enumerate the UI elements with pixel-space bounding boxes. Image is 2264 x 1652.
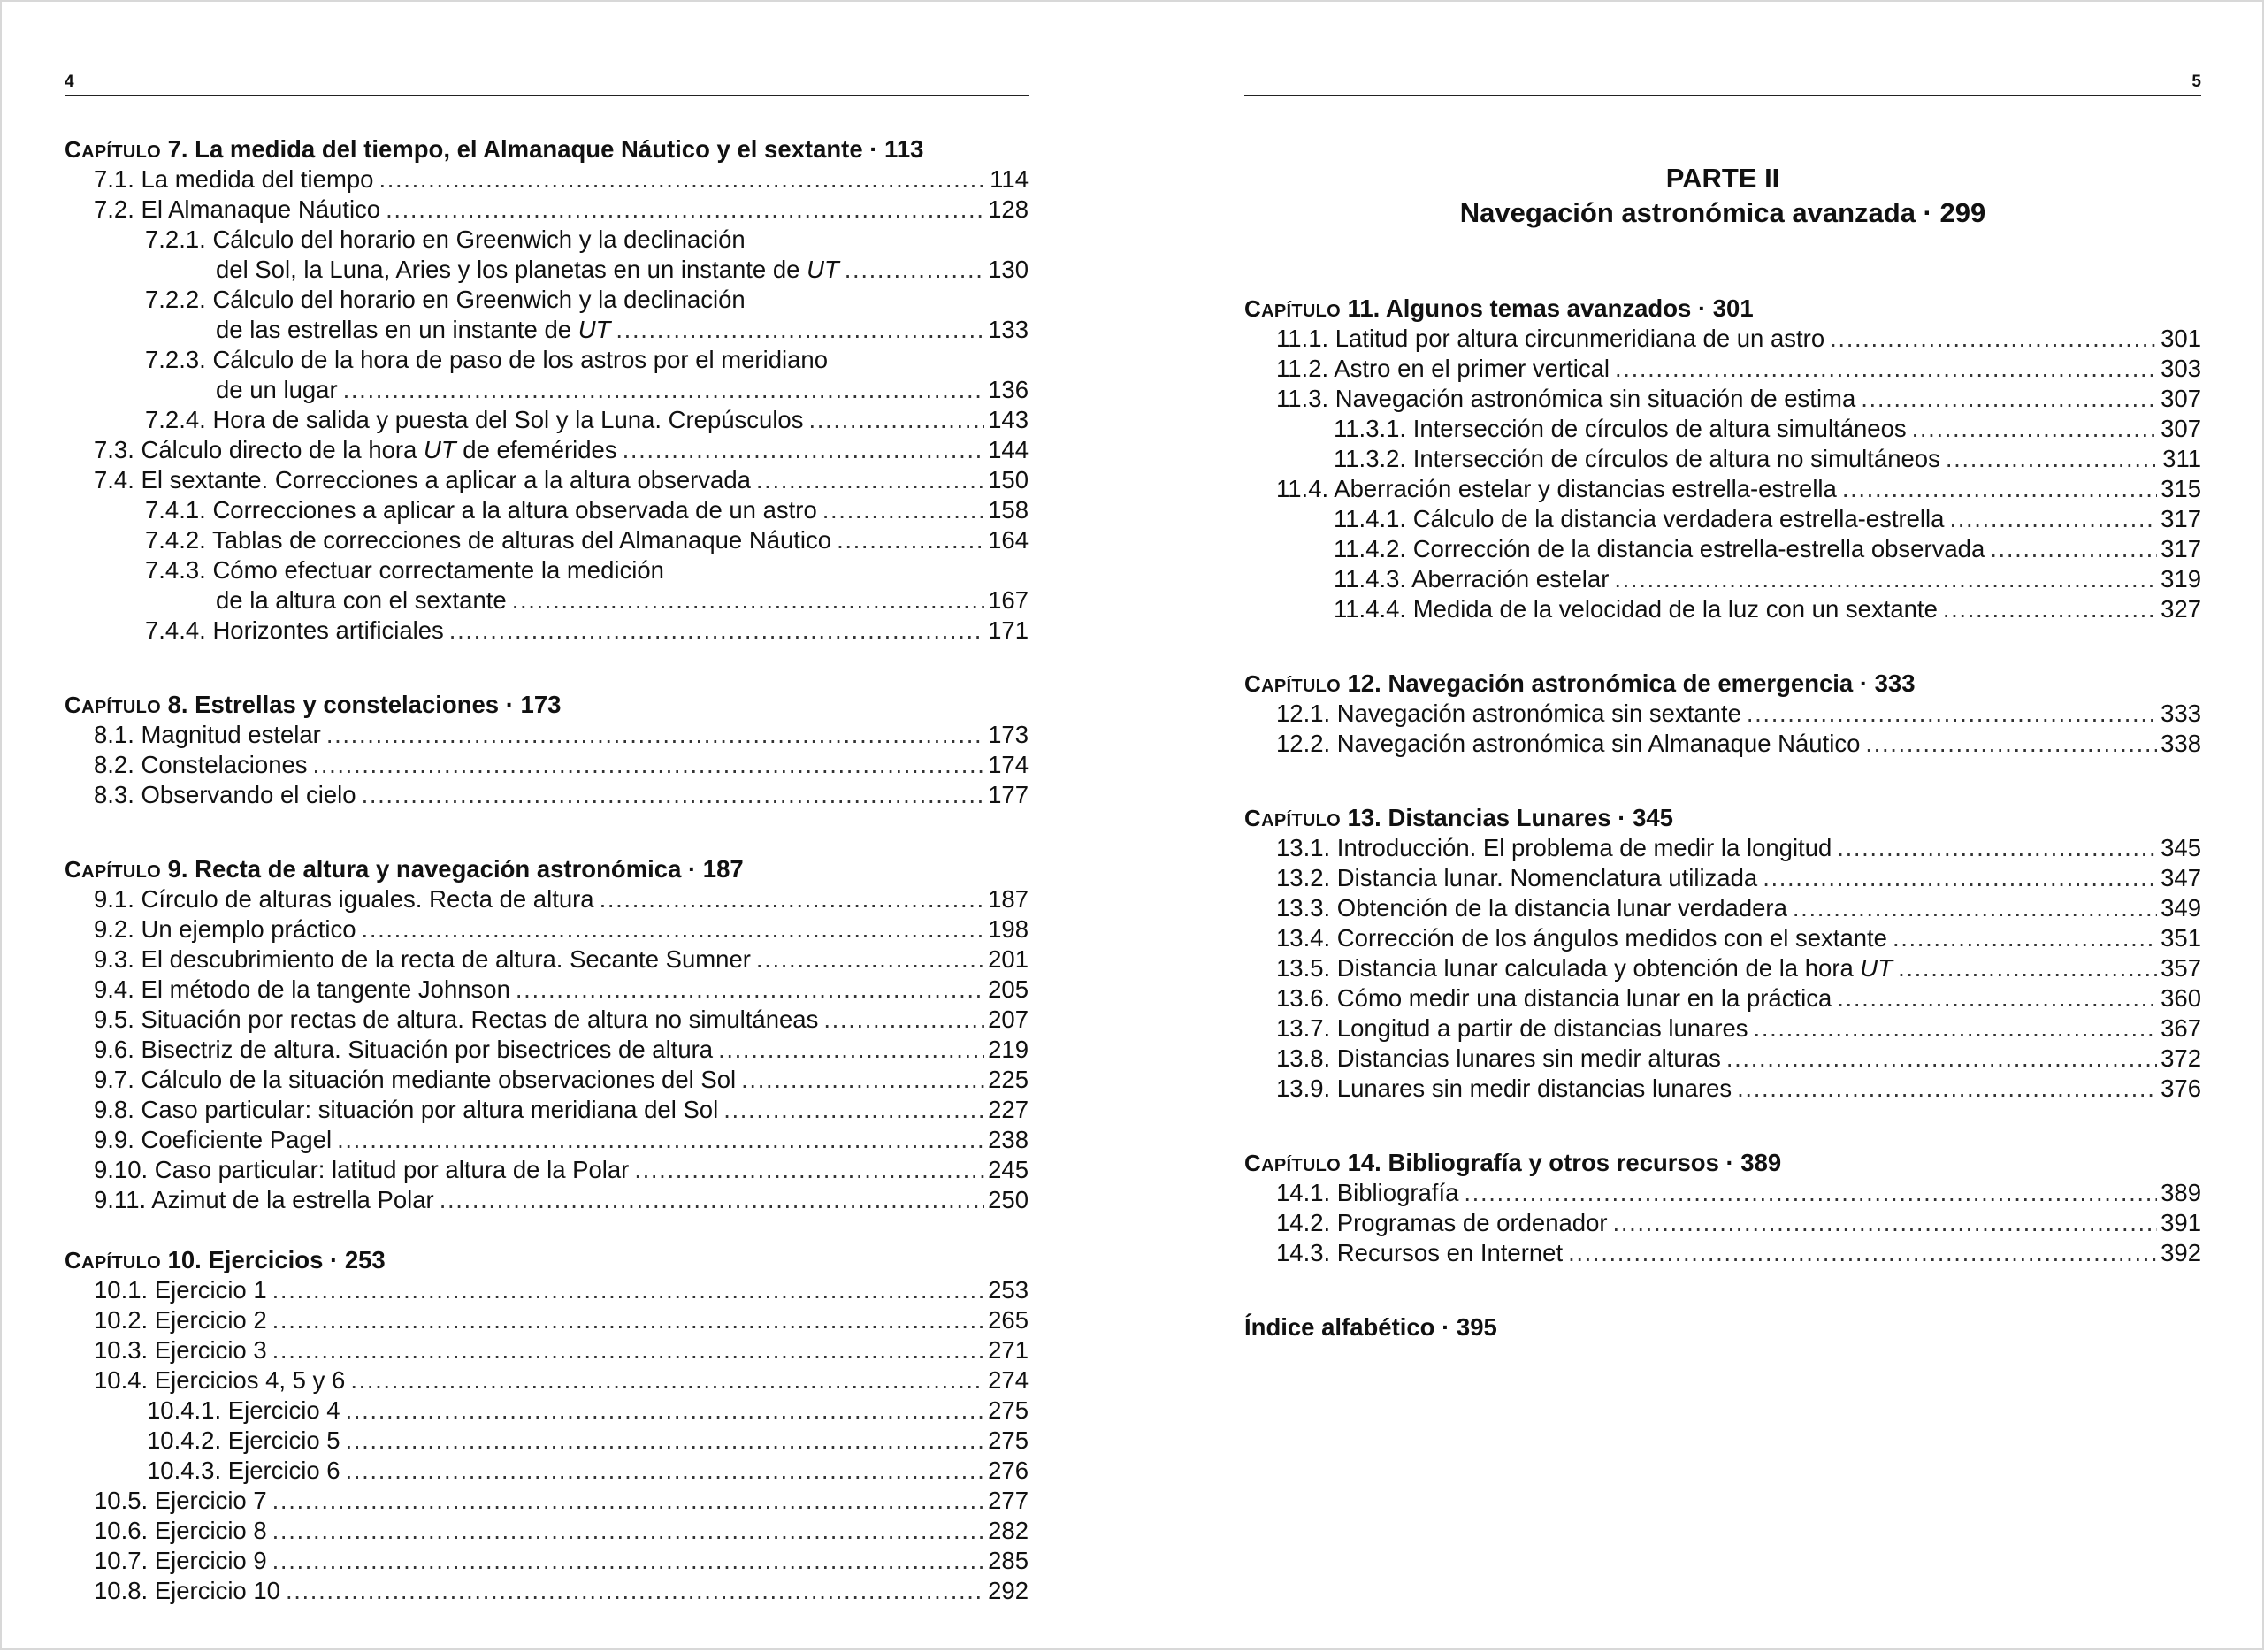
toc-entry: 11.1. Latitud por altura circunmeridiana de un astro . . . 301 [1244, 324, 2201, 354]
toc-entry: 9.10. Caso particular: latitud por altura de la Polar . . . 245 [65, 1155, 1029, 1185]
toc-entry: 12.2. Navegación astronómica sin Almanaque Náutico . . . 338 [1244, 729, 2201, 759]
right-page [1244, 2, 2201, 1652]
header-rule [1244, 95, 2201, 96]
toc-entry: 10.4.2. Ejercicio 5 . . . 275 [65, 1426, 1029, 1456]
toc-entry: 11.4. Aberración estelar y distancias estrella-estrella . . . 315 [1244, 474, 2201, 504]
toc-entry: 11.3.1. Intersección de círculos de altura simultáneos . . . 307 [1244, 414, 2201, 444]
toc-entry: 10.3. Ejercicio 3 . . . 271 [65, 1335, 1029, 1365]
toc-entry: 13.7. Longitud a partir de distancias lunares . . . 367 [1244, 1013, 2201, 1044]
chapter-heading: CAPÍTULO 8. Estrellas y constelaciones · 173 [65, 691, 562, 718]
toc-entry: 8.2. Constelaciones . . . 174 [65, 750, 1029, 780]
toc-entry-line1: 7.2.1. Cálculo del horario en Greenwich y la declinación [145, 226, 746, 253]
toc-entry-line2: de un lugar . . . 136 [65, 375, 1029, 405]
left-page [65, 2, 1029, 1652]
toc-entry: 7.4. El sextante. Correcciones a aplicar a la altura observada . . . 150 [65, 465, 1029, 495]
part-label: PARTE II [1665, 163, 1780, 194]
chapter-heading [65, 134, 1029, 164]
toc-entry: 9.5. Situación por rectas de altura. Rectas de altura no simultáneas . . . 207 [65, 1005, 1029, 1035]
toc-entry: 7.4.2. Tablas de correcciones de alturas del Almanaque Náutico . . . 164 [65, 525, 1029, 555]
toc-entry: 7.2.4. Hora de salida y puesta del Sol y la Luna. Crepúsculos . . . 143 [65, 405, 1029, 435]
toc-entry: 14.1. Bibliografía . . . 389 [1244, 1178, 2201, 1208]
part-title: Navegación astronómica avanzada · 299 [1459, 197, 1986, 228]
chapter-heading: CAPÍTULO 11. Algunos temas avanzados · 301 [1244, 294, 1754, 322]
toc-entry: 13.4. Corrección de los ángulos medidos con el sextante . . . 351 [1244, 923, 2201, 953]
toc-entry: 10.6. Ejercicio 8 . . . 282 [65, 1516, 1029, 1546]
toc-entry-line1: 7.2.2. Cálculo del horario en Greenwich y la declinación [145, 286, 746, 313]
toc-entry: 7.4.4. Horizontes artificiales . . . 171 [65, 616, 1029, 646]
toc-entry: 7.2. El Almanaque Náutico . . . 128 [65, 195, 1029, 225]
toc-entry: 13.6. Cómo medir una distancia lunar en la práctica . . . 360 [1244, 983, 2201, 1013]
toc-entry: 9.3. El descubrimiento de la recta de altura. Secante Sumner . . . 201 [65, 945, 1029, 975]
toc-entry: 9.2. Un ejemplo práctico . . . 198 [65, 914, 1029, 945]
toc-entry: 9.6. Bisectriz de altura. Situación por bisectrices de altura . . . 219 [65, 1035, 1029, 1065]
toc-entry: 11.4.3. Aberración estelar . . . 319 [1244, 564, 2201, 594]
toc-entry: 9.4. El método de la tangente Johnson . . . 205 [65, 975, 1029, 1005]
toc-entry: 14.2. Programas de ordenador . . . 391 [1244, 1208, 2201, 1238]
toc-entry: 10.4. Ejercicios 4, 5 y 6 . . . 274 [65, 1365, 1029, 1396]
toc-entry: 10.4.3. Ejercicio 6 . . . 276 [65, 1456, 1029, 1486]
toc-entry: 9.1. Círculo de alturas iguales. Recta de altura . . . 187 [65, 884, 1029, 914]
toc-entry: 8.3. Observando el cielo . . . 177 [65, 780, 1029, 810]
toc-entry-line2: de las estrellas en un instante de UT . . . 133 [65, 315, 1029, 345]
toc-entry: 13.8. Distancias lunares sin medir alturas . . . 372 [1244, 1044, 2201, 1074]
toc-entry: 13.1. Introducción. El problema de medir la longitud . . . 345 [1244, 833, 2201, 863]
toc-entry: 7.3. Cálculo directo de la hora UT de efemérides . . . 144 [65, 435, 1029, 465]
toc-entry: 14.3. Recursos en Internet . . . 392 [1244, 1238, 2201, 1268]
toc-entry: 10.4.1. Ejercicio 4 . . . 275 [65, 1396, 1029, 1426]
toc-entry: 10.7. Ejercicio 9 . . . 285 [65, 1546, 1029, 1576]
toc-entry: 8.1. Magnitud estelar . . . 173 [65, 720, 1029, 750]
toc-entry: 7.4.1. Correcciones a aplicar a la altura observada de un astro . . . 158 [65, 495, 1029, 525]
toc-entry: 7.1. La medida del tiempo . . . 114 [65, 164, 1029, 195]
toc-entry: 13.3. Obtención de la distancia lunar verdadera . . . 349 [1244, 893, 2201, 923]
toc-entry: 9.8. Caso particular: situación por altura meridiana del Sol . . . 227 [65, 1095, 1029, 1125]
toc-entry: 11.4.1. Cálculo de la distancia verdadera estrella-estrella . . . 317 [1244, 504, 2201, 534]
page-number: 4 [65, 73, 74, 91]
toc-entry: 11.4.4. Medida de la velocidad de la luz con un sextante . . . 327 [1244, 594, 2201, 624]
toc-entry: 10.5. Ejercicio 7 . . . 277 [65, 1486, 1029, 1516]
chapter-heading: CAPÍTULO 9. Recta de altura y navegación astronómica · 187 [65, 855, 744, 883]
toc-entry-line1: 7.4.3. Cómo efectuar correctamente la medición [145, 556, 664, 584]
toc-entry-line2: de la altura con el sextante . . . 167 [65, 585, 1029, 616]
index-heading: Índice alfabético · 395 [1244, 1313, 1497, 1341]
page-number: 5 [2191, 73, 2201, 91]
toc-entry: 9.7. Cálculo de la situación mediante observaciones del Sol . . . 225 [65, 1065, 1029, 1095]
header-rule [65, 95, 1029, 96]
toc-entry: 11.3. Navegación astronómica sin situación de estima . . . 307 [1244, 384, 2201, 414]
toc-entry: 13.2. Distancia lunar. Nomenclatura utilizada . . . 347 [1244, 863, 2201, 893]
chapter-heading: CAPÍTULO 12. Navegación astronómica de emergencia · 333 [1244, 669, 1916, 697]
toc-entry: 11.4.2. Corrección de la distancia estrella-estrella observada . . . 317 [1244, 534, 2201, 564]
toc-entry: 10.2. Ejercicio 2 . . . 265 [65, 1305, 1029, 1335]
chapter-heading: CAPÍTULO 13. Distancias Lunares · 345 [1244, 804, 1673, 831]
toc-right [1244, 294, 2201, 1342]
toc-entry-line1: 7.2.3. Cálculo de la hora de paso de los astros por el meridiano [145, 346, 828, 373]
toc-entry: 10.8. Ejercicio 10 . . . 292 [65, 1576, 1029, 1606]
part-heading [1244, 161, 2201, 230]
toc-entry: 13.9. Lunares sin medir distancias lunares . . . 376 [1244, 1074, 2201, 1104]
toc-entry: 9.11. Azimut de la estrella Polar . . . 250 [65, 1185, 1029, 1215]
toc-entry: 9.9. Coeficiente Pagel . . . 238 [65, 1125, 1029, 1155]
chapter-heading: CAPÍTULO 14. Bibliografía y otros recursos · 389 [1244, 1149, 1782, 1176]
toc-entry: 11.3.2. Intersección de círculos de altura no simultáneos . . . 311 [1244, 444, 2201, 474]
toc-entry: 13.5. Distancia lunar calculada y obtención de la hora UT . . . 357 [1244, 953, 2201, 983]
toc-entry-line2: del Sol, la Luna, Aries y los planetas en un instante de UT . . . 130 [65, 255, 1029, 285]
toc-entry: 11.2. Astro en el primer vertical . . . 303 [1244, 354, 2201, 384]
toc-left [65, 134, 1029, 1606]
chapter-label: CAPÍTULO [65, 136, 161, 163]
toc-entry: 12.1. Navegación astronómica sin sextante . . . 333 [1244, 699, 2201, 729]
toc-entry: 10.1. Ejercicio 1 . . . 253 [65, 1275, 1029, 1305]
chapter-title: 7. La medida del tiempo, el Almanaque Náutico y el sextante · 113 [167, 135, 924, 163]
chapter-heading: CAPÍTULO 10. Ejercicios · 253 [65, 1246, 386, 1273]
